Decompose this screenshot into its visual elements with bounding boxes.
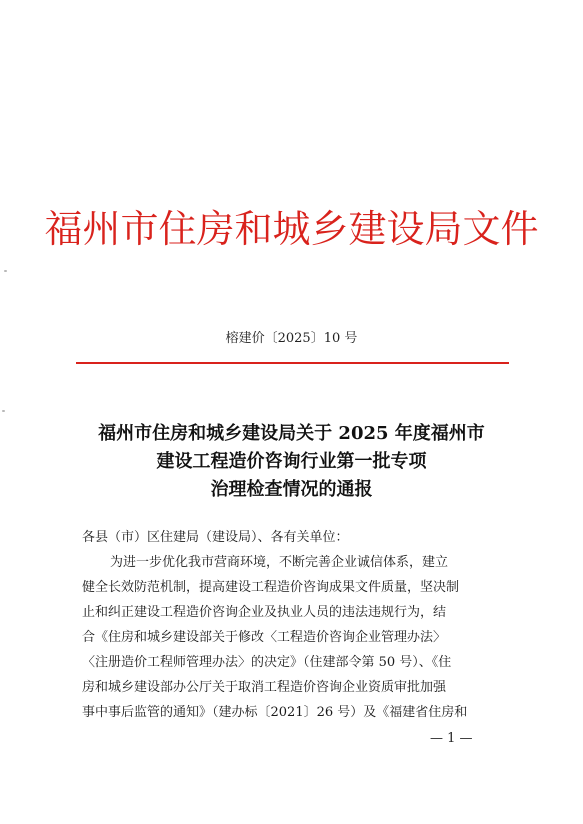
body-line: 为进一步优化我市营商环境，不断完善企业诚信体系，建立 xyxy=(110,555,449,570)
document-title-line: 治理检查情况的通报 xyxy=(210,479,373,500)
body-line: 〈注册造价工程师管理办法〉的决定》（住建部令第 50 号）、《住 xyxy=(82,655,452,670)
body-line: 合《住房和城乡建设部关于修改〈工程造价咨询企业管理办法〉 xyxy=(82,630,447,645)
body-line: 事中事后监管的通知》（建办标〔2021〕26 号）及《福建省住房和 xyxy=(82,705,468,720)
document-number: 榕建价〔2025〕10 号 xyxy=(225,331,358,346)
red-separator-line xyxy=(76,362,509,364)
document-title xyxy=(40,420,543,504)
document-title-line: 福州市住房和城乡建设局关于 2025 年度福州市 xyxy=(98,423,485,444)
body-line: 健全长效防范机制，提高建设工程造价咨询成果文件质量，坚决制 xyxy=(82,580,460,595)
body-line: 房和城乡建设部办公厅关于取消工程造价咨询企业资质审批加强 xyxy=(82,680,447,695)
salutation: 各县（市）区住建局（建设局）、各有关单位： xyxy=(82,530,349,545)
body-line: 止和纠正建设工程造价咨询企业及执业人员的违法违规行为，结 xyxy=(82,605,447,620)
issuing-authority-header: 福州市住房和城乡建设局文件 xyxy=(44,207,539,251)
scan-speck xyxy=(2,410,5,412)
page-number: — 1 — xyxy=(430,731,473,746)
scan-speck xyxy=(4,270,7,272)
document-body xyxy=(82,525,522,725)
document-title-line: 建设工程造价咨询行业第一批专项 xyxy=(156,451,427,472)
